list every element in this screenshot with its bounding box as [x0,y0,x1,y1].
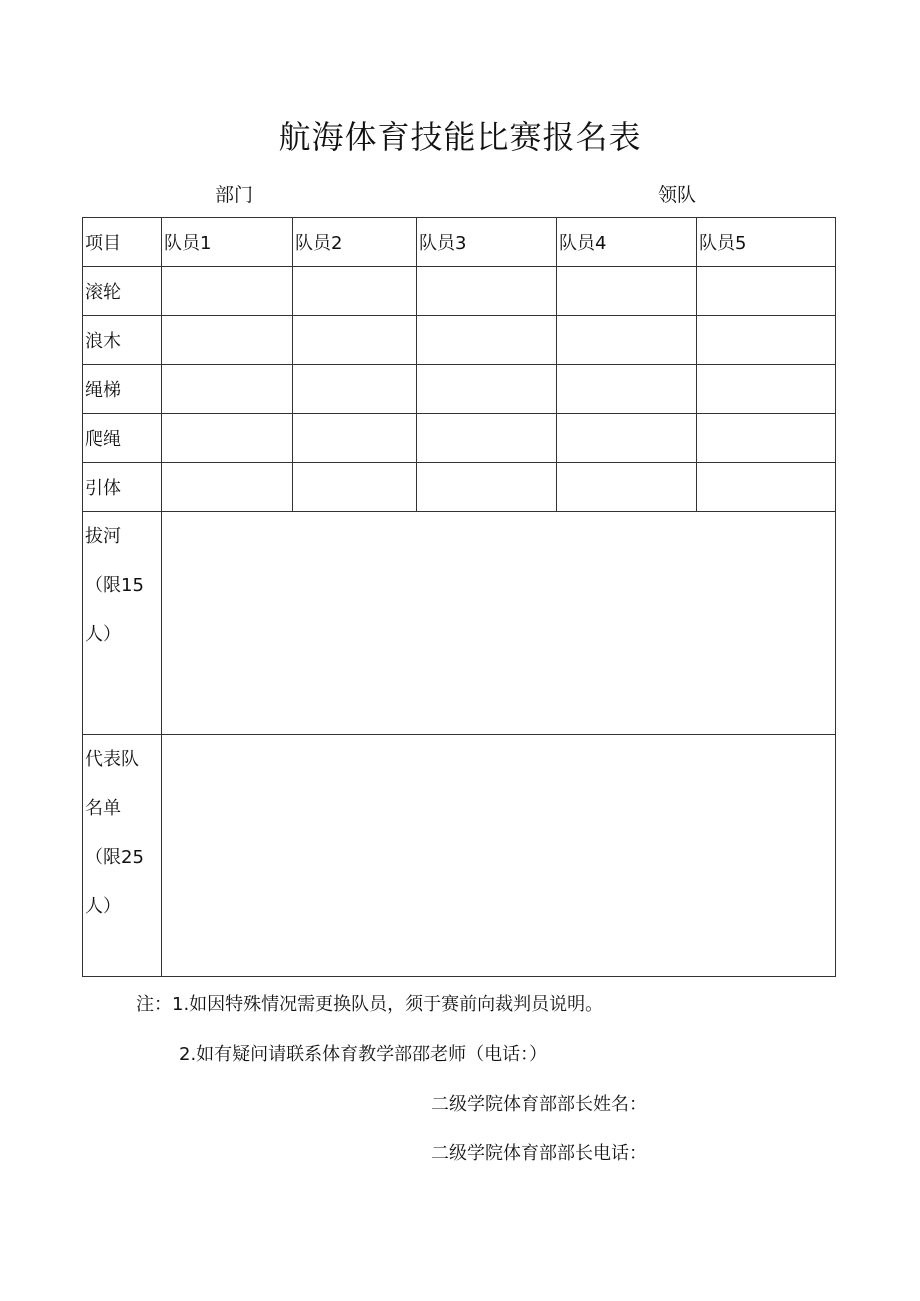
member-cell[interactable] [417,267,557,316]
member-cell[interactable] [293,316,417,365]
form-title: 航海体育技能比赛报名表 [278,118,642,156]
column-header: 队员1 [162,218,293,267]
member-cell[interactable] [417,365,557,414]
event-label: 绳梯 [83,365,162,414]
representative-row [83,735,836,977]
member-cell[interactable] [697,414,836,463]
event-label: 引体 [83,463,162,512]
table-row [83,267,836,316]
member-cell[interactable] [417,316,557,365]
table-row [83,463,836,512]
column-header: 项目 [83,218,162,267]
tug-of-war-row [83,512,836,735]
member-cell[interactable] [557,267,697,316]
member-cell[interactable] [697,365,836,414]
member-cell[interactable] [697,267,836,316]
member-cell[interactable] [162,414,293,463]
tug-of-war-entry-cell[interactable] [162,512,836,735]
column-header: 队员4 [557,218,697,267]
member-cell[interactable] [557,316,697,365]
head-phone-label: 二级学院体育部部长电话： [431,1143,647,1164]
member-cell[interactable] [162,463,293,512]
event-label: 滚轮 [83,267,162,316]
table-row [83,365,836,414]
tug-of-war-label: 拔河（限15人） [85,526,144,645]
member-cell[interactable] [697,316,836,365]
member-cell[interactable] [697,463,836,512]
member-cell[interactable] [162,365,293,414]
member-cell[interactable] [557,365,697,414]
representative-label: 代表队名单（限25人） [85,749,144,917]
member-cell[interactable] [293,365,417,414]
column-header: 队员2 [293,218,417,267]
note-2: 2.如有疑问请联系体育教学部邵老师（电话：） [179,1044,548,1065]
tug-of-war-label-cell [83,512,162,735]
table-row [83,316,836,365]
member-cell[interactable] [417,463,557,512]
event-label: 浪木 [83,316,162,365]
member-cell[interactable] [557,463,697,512]
event-label: 爬绳 [83,414,162,463]
member-cell[interactable] [162,316,293,365]
member-cell[interactable] [162,267,293,316]
member-cell[interactable] [293,267,417,316]
table-header-row [83,218,836,267]
column-header: 队员3 [417,218,557,267]
member-cell[interactable] [557,414,697,463]
table-row [83,414,836,463]
member-cell[interactable] [293,414,417,463]
registration-table [82,217,836,977]
representative-label-cell [83,735,162,977]
leader-label: 领队 [658,184,697,206]
head-name-label: 二级学院体育部部长姓名： [431,1094,647,1115]
note-1: 注：1.如因特殊情况需更换队员，须于赛前向裁判员说明。 [136,994,604,1015]
member-cell[interactable] [293,463,417,512]
member-cell[interactable] [417,414,557,463]
department-label: 部门 [215,184,254,206]
column-header: 队员5 [697,218,836,267]
representative-entry-cell[interactable] [162,735,836,977]
